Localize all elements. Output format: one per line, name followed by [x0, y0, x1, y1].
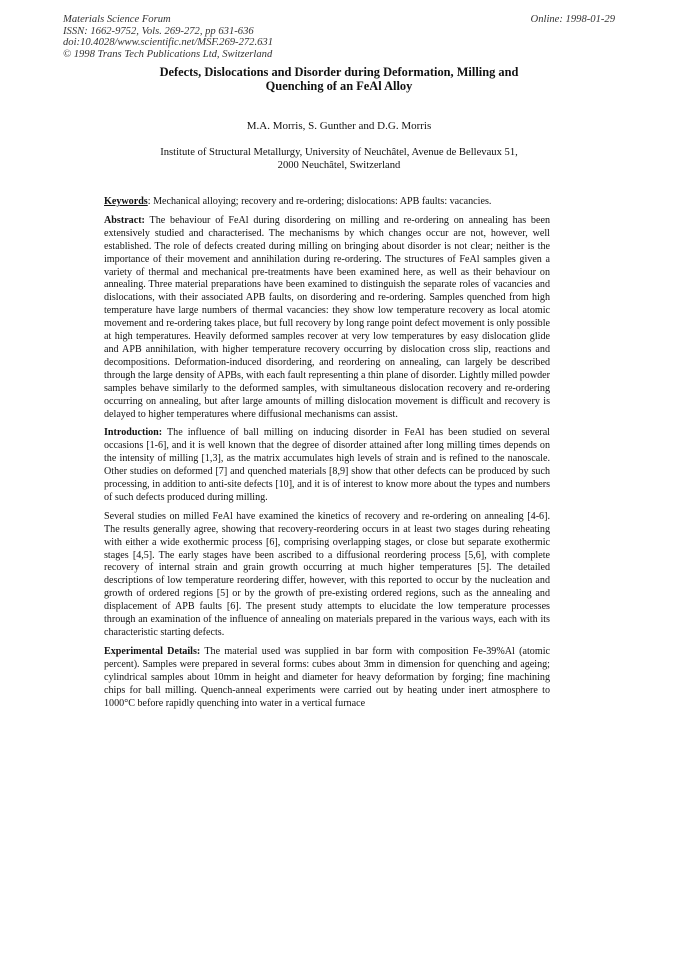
paper-title [90, 65, 588, 93]
introduction-paragraph [104, 427, 550, 504]
copyright-line: © 1998 Trans Tech Publications Ltd, Switzerland [63, 48, 273, 60]
journal-name: Materials Science Forum [63, 14, 171, 25]
author-list: M.A. Morris, S. Gunther and D.G. Morris [246, 120, 432, 132]
publication-info [63, 14, 273, 60]
abstract-text: The behaviour of FeAl during disordering on milling and re-ordering on annealing has been extensively studied and characterised. The mechanisms by which changes occur are not, however, well established. The role of defects created during milling on bringing about disorder is not clear; neither is the importance of their movement and annihilation during re-ordering. The structures of FeAl samples given a variety of thermal and mechanical pre-treatments have been examined here, as well as their behaviour on annealing. Three material preparations have been examined to distinguish the separate roles of vacancies and dislocations, with their associated APB faults, on disordering and re-ordering. Samples quenched from high temperature have large numbers of thermal vacancies: they show low temperature recovery as local atomic movement and re-ordering takes place, but full recovery by long range point defect movement is only possible at high temperatures. Heavily deformed samples recover at very low temperatures by easy dislocation glide and APB annihilation, with higher temperature recovery occurring by dislocation cross slip, reactions and decompositions. Deformation-induced disordering, and reordering on annealing, can largely be described through the large density of APBs, with each fault representing a thin plane of disorder. Lightly milled powder samples behave similarly to the deformed samples, with simultaneous dislocation recovery and re-ordering occurring on annealing, but after large amounts of milling dislocation movement is difficult and recovery is delayed to higher temperatures where diffusional mechanisms can assist. [104, 214, 550, 420]
experimental-label: Experimental Details: [104, 645, 201, 657]
title-line-1: Defects, Dislocations and Disorder during Deformation, Milling and [159, 65, 519, 79]
experimental-paragraph [104, 646, 550, 711]
keywords-text: : Mechanical alloying; recovery and re-ordering; dislocations: APB faults: vacancies. [147, 196, 492, 207]
abstract-paragraph [104, 215, 550, 422]
affiliation-line-2: 2000 Neuchâtel, Switzerland [277, 160, 401, 171]
affiliation [100, 146, 578, 172]
affiliation-line-1: Institute of Structural Metallurgy, University of Neuchâtel, Avenue de Bellevaux 51, [160, 147, 518, 158]
body-paragraph-2: Several studies on milled FeAl have examined the kinetics of recovery and re-ordering on annealing [4-6]. The results generally agree, showing that recovery-reordering occurs in at least two stages during reheating with either a wide exothermic process [6], comprising overlapping stages, or close but separate exothermic stages [4,5]. The early stages have been ascribed to a diffusional reordering process [5,6], with complete recovery of internal strain and grain growth occurring at much higher temperatures [5]. The detailed descriptions of low temperature reordering differ, however, with this reported to occur by the nucleation and growth of ordered regions [5] or by the growth of pre-existing ordered regions, such as the annealing and displacement of APB faults [6]. The present study attempts to elucidate the low temperature processes through an examination of the influence of annealing on materials prepared in the various ways, each with its characteristic starting defects. [104, 510, 550, 638]
issn-line: ISSN: 1662-9752, Vols. 269-272, pp 631-636 [63, 25, 254, 37]
online-date: Online: 1998-01-29 [530, 14, 615, 25]
keywords-paragraph [104, 196, 550, 209]
introduction-label: Introduction: [104, 427, 163, 439]
abstract-label: Abstract: [104, 214, 145, 226]
doi-line: doi:10.4028/www.scientific.net/MSF.269-272.631 [63, 37, 273, 48]
title-line-2: Quenching of an FeAl Alloy [265, 79, 413, 93]
experimental-text: The material used was supplied in bar form with composition Fe-39%Al (atomic percent). Samples were prepared in several forms: cubes about 3mm in dimension for quenching and ageing; cylindrical samples about 10mm in height and diameter for heavy deformation by forging; fine machining chips for ball milling. Quench-anneal experiments were carried out by heating under inert atmosphere to 1000°C before rapidly quenching into water in a vertical furnace [104, 645, 550, 709]
paper-body [104, 196, 550, 716]
keywords-label: Keywords [104, 196, 148, 207]
introduction-text: The influence of ball milling on inducing disorder in FeAl has been studied on several occasions [1-6], and it is well known that the degree of disorder attained after long milling times depends on the intensity of milling [1,3], as the matrix accumulates high levels of strain and is refined to the nanoscale. Other studies on deformed [7] and quenched materials [8,9] show that other defects can be produced by such processing, in addition to anti-site defects [10], and it is of interest to know more about the types and numbers of such defects produced during milling. [104, 427, 550, 503]
